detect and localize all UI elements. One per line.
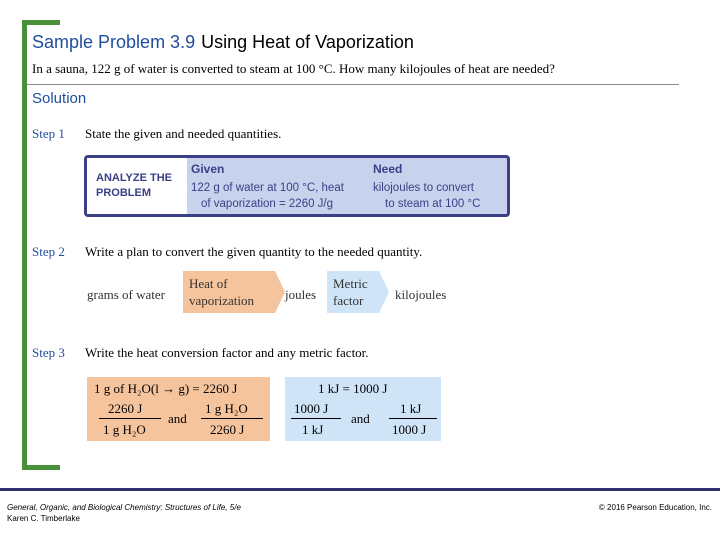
- plan-arrow-1: [275, 271, 285, 313]
- heat-frac1-num: 2260 J: [108, 401, 143, 416]
- analyze-label-line2: PROBLEM: [96, 187, 151, 199]
- step-2-label: Step 2: [32, 244, 65, 259]
- metric-frac2-bar: [389, 418, 437, 419]
- divider: [27, 84, 679, 85]
- need-line-2: to steam at 100 °C: [385, 198, 481, 210]
- green-bracket-bottom: [22, 465, 60, 470]
- plan-arrow-2: [379, 271, 389, 313]
- heat-and: and: [168, 411, 187, 426]
- metric-frac1-bar: [291, 418, 341, 419]
- metric-frac1-num: 1000 J: [294, 401, 329, 416]
- plan-factor-metric: [327, 271, 379, 313]
- plan-start: grams of water: [87, 287, 165, 302]
- given-header: Given: [191, 162, 225, 176]
- metric-conversion-factors: [285, 377, 441, 441]
- heat-frac2-num: 1 g H₂O: [205, 401, 248, 416]
- analyze-label-line1: ANALYZE THE: [96, 172, 172, 184]
- plan-factor-heat-line1: Heat of: [189, 276, 228, 291]
- given-line-1: 122 g of water at 100 °C, heat: [191, 182, 344, 194]
- heat-conversion-factors: [87, 377, 270, 441]
- analyze-problem-table: [84, 155, 510, 217]
- heat-frac2-bar: [201, 418, 263, 419]
- footer-book-title: General, Organic, and Biological Chemistry: Structures of Life, 5/e: [7, 503, 241, 512]
- plan-factor-heat-line2: vaporization: [189, 293, 254, 308]
- plan-factor-heat: [183, 271, 275, 313]
- problem-question: In a sauna, 122 g of water is converted to steam at 100 °C. How many kilojoules of heat are needed?: [32, 61, 555, 76]
- footer-copyright: © 2016 Pearson Education, Inc.: [598, 503, 712, 512]
- footer-divider: [0, 488, 720, 491]
- heat-equation: 1 g of H₂O(l → g) = 2260 J: [94, 381, 238, 396]
- need-header: Need: [373, 162, 403, 176]
- metric-equation: 1 kJ = 1000 J: [318, 381, 388, 396]
- metric-frac1-den: 1 kJ: [302, 422, 324, 437]
- need-line-1: kilojoules to convert: [373, 182, 474, 194]
- metric-frac2-num: 1 kJ: [400, 401, 422, 416]
- given-line-2: of vaporization = 2260 J/g: [201, 198, 334, 210]
- plan-end: kilojoules: [395, 287, 447, 302]
- heat-frac1-den: 1 g H₂O: [103, 422, 146, 437]
- problem-title: [32, 32, 414, 53]
- metric-frac2-den: 1000 J: [392, 422, 427, 437]
- metric-and: and: [351, 411, 370, 426]
- problem-name: Using Heat of Vaporization: [201, 32, 414, 52]
- step-3-label: Step 3: [32, 345, 65, 360]
- plan-middle: joules: [285, 287, 317, 302]
- heat-frac2-den: 2260 J: [210, 422, 245, 437]
- green-bracket-top: [22, 20, 60, 25]
- heat-frac1-bar: [99, 418, 161, 419]
- step-2-text: Write a plan to convert the given quantity to the needed quantity.: [85, 244, 423, 259]
- step-1-label: Step 1: [32, 126, 65, 141]
- analyze-label: [87, 158, 187, 214]
- green-bracket: [22, 20, 27, 470]
- step-1-text: State the given and needed quantities.: [85, 126, 282, 141]
- footer-citation: [7, 502, 241, 524]
- plan-factor-metric-line1: Metric: [333, 276, 368, 291]
- solution-heading: Solution: [32, 90, 87, 107]
- plan-factor-metric-line2: factor: [333, 293, 364, 308]
- footer-author: Karen C. Timberlake: [7, 514, 80, 523]
- step-3-text: Write the heat conversion factor and any metric factor.: [85, 345, 369, 360]
- problem-number: Sample Problem 3.9: [32, 32, 196, 52]
